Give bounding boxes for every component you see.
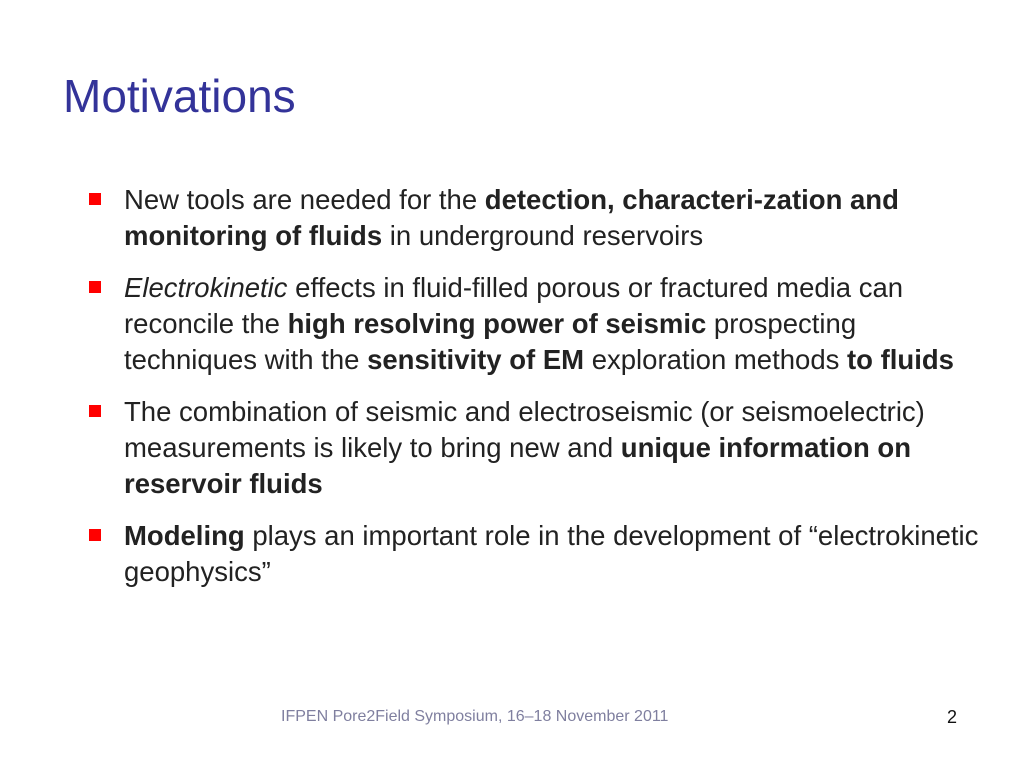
bullet-segment: in underground reservoirs <box>382 220 704 251</box>
bullet-item <box>88 518 988 590</box>
bullet-item <box>88 394 988 502</box>
bullet-segment: The combination of seismic and electroseismic (or seismoelectric) measurements is likely to bring new and <box>124 396 925 463</box>
bullet-text <box>124 396 925 499</box>
bullet-text <box>124 272 954 375</box>
bullet-text <box>124 520 978 587</box>
bullet-segment: prospecting techniques with the <box>124 308 857 375</box>
bullet-segment-bold: sensitivity of EM <box>367 344 585 375</box>
bullet-text <box>124 184 899 251</box>
square-bullet-icon <box>89 529 101 541</box>
square-bullet-icon <box>89 193 101 205</box>
bullet-segment: plays an important role in the development of “electrokinetic geophysics” <box>124 520 979 587</box>
square-bullet-icon <box>89 405 101 417</box>
bullet-segment-bold: Modeling <box>124 520 245 551</box>
bullet-segment-bold: unique information on reservoir fluids <box>124 432 912 499</box>
footer-text: IFPEN Pore2Field Symposium, 16–18 November 2011 <box>281 708 669 725</box>
bullet-segment-italic: Electrokinetic <box>124 272 288 303</box>
bullet-item <box>88 270 988 378</box>
bullet-segment-bold: high resolving power of seismic <box>287 308 707 339</box>
bullet-segment: effects in fluid-filled porous or fractured media can reconcile the <box>124 272 904 339</box>
bullet-segment: exploration methods <box>584 344 848 375</box>
square-bullet-icon <box>89 281 101 293</box>
bullet-segment-bold: to fluids <box>847 344 954 375</box>
slide-title: Motivations <box>63 70 296 122</box>
bullet-segment-bold: detection, characteri-zation and monitoring of fluids <box>124 184 899 251</box>
bullet-segment: New tools are needed for the <box>124 184 485 215</box>
bullet-item <box>88 182 988 254</box>
bullet-list <box>88 182 988 606</box>
page-number: 2 <box>947 707 958 727</box>
